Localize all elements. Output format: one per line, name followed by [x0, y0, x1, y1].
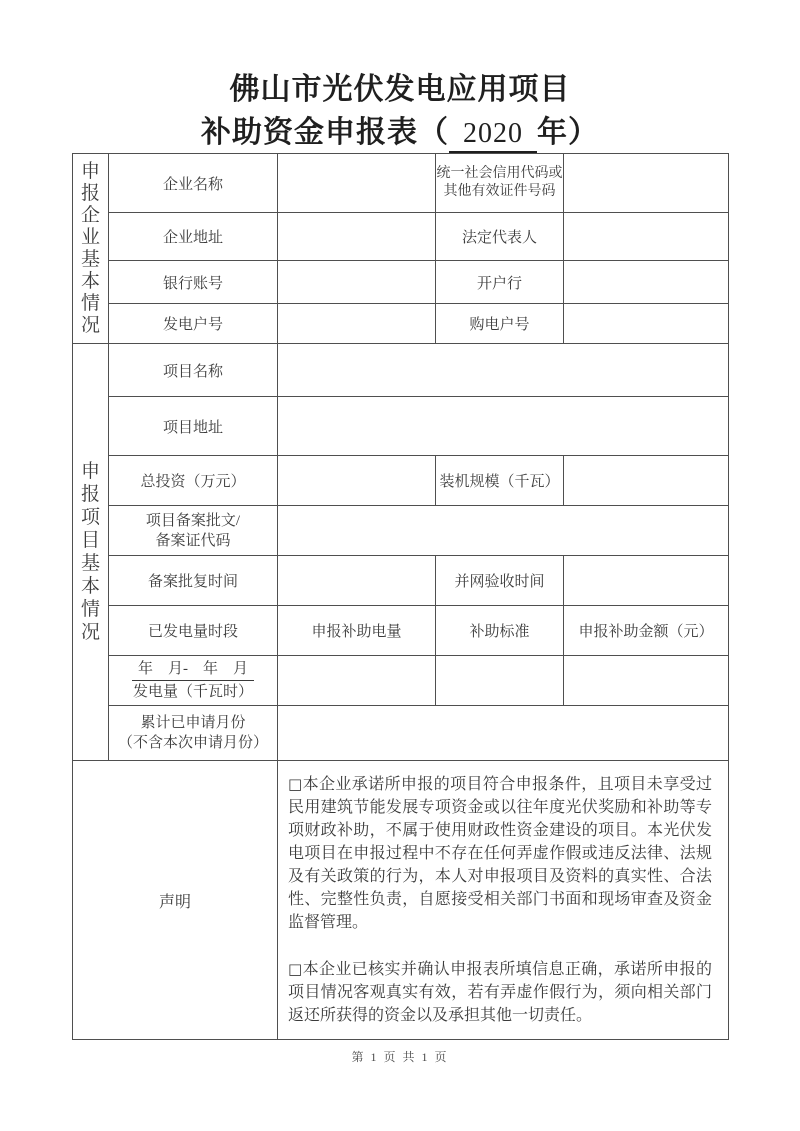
bank-account-label: 银行账号	[109, 261, 278, 304]
total-investment-label: 总投资（万元）	[109, 456, 278, 506]
power-period-label-line2: 发电量（千瓦时）	[132, 684, 253, 700]
declaration-label: 声明	[73, 761, 278, 1040]
subsidy-standard-header: 补助标准	[436, 606, 564, 656]
declaration-text-cell	[278, 761, 729, 1040]
declaration-paragraph-2	[288, 958, 712, 1027]
form-title-line2	[0, 112, 800, 154]
year-blank-field[interactable]: 2020	[449, 117, 537, 153]
section-enterprise-label-text: 申报企业基本情况	[80, 160, 100, 336]
subsidy-power-header: 申报补助电量	[278, 606, 436, 656]
total-investment-value-cell[interactable]	[278, 456, 436, 506]
section-project-vertical-label	[73, 344, 109, 761]
bank-branch-label: 开户行	[436, 261, 564, 304]
filing-document-label-line1: 项目备案批文/	[145, 512, 241, 529]
legal-representative-value-cell[interactable]	[564, 213, 729, 261]
section-project-label-text: 申报项目基本情况	[80, 461, 100, 643]
credit-code-value-cell[interactable]	[564, 154, 729, 213]
power-period-label	[109, 656, 278, 706]
company-address-label: 企业地址	[109, 213, 278, 261]
page-number-footer: 第 1 页 共 1 页	[351, 1050, 449, 1064]
subsidy-amount-header: 申报补助金额（元）	[564, 606, 729, 656]
declaration-text-1: 本企业承诺所申报的项目符合申报条件，且项目未享受过民用建筑节能发展专项资金或以往年度光伏奖励和补助等专项财政补助，不属于使用财政性资金建设的项目。本光伏发电项目在申报过程中不存在任何弄虚作假或违反法律、法规及有关政策的行为，本人对申报项目及资料的真实性、合法性、完整性负责，自愿接受相关部门书面和现场审查及资金监督管理。	[288, 776, 712, 931]
subsidy-power-value-cell[interactable]	[278, 656, 436, 706]
declaration-checkbox-2[interactable]: □	[288, 960, 303, 978]
power-period-blank[interactable]: 年 月- 年 月	[132, 659, 254, 681]
subsidy-standard-value-cell[interactable]	[436, 656, 564, 706]
filing-approval-time-value-cell[interactable]	[278, 556, 436, 606]
declaration-text-2: 本企业已核实并确认申报表所填信息正确，承诺所申报的项目情况客观真实有效，若有弄虚作假行为，须向相关部门返还所获得的资金以及承担其他一切责任。	[288, 961, 712, 1024]
subsidy-amount-value-cell[interactable]	[564, 656, 729, 706]
declaration-checkbox-1[interactable]: □	[288, 775, 303, 793]
declaration-paragraph-1	[288, 773, 712, 934]
title-line2-suffix: 年）	[537, 116, 599, 149]
company-name-value-cell[interactable]	[278, 154, 436, 213]
filing-document-label-line2: 备案证代码	[155, 532, 231, 549]
legal-representative-label: 法定代表人	[436, 213, 564, 261]
filing-approval-time-label: 备案批复时间	[109, 556, 278, 606]
title-line2-prefix: 补助资金申报表（	[201, 116, 449, 149]
company-address-value-cell[interactable]	[278, 213, 436, 261]
application-form-table	[72, 153, 729, 1040]
installed-capacity-label: 装机规模（千瓦）	[436, 456, 564, 506]
form-title	[0, 70, 800, 154]
filing-document-value-cell[interactable]	[278, 506, 729, 556]
project-name-value-cell[interactable]	[278, 344, 729, 397]
applied-months-label-line1: 累计已申请月份	[140, 715, 246, 731]
project-address-label: 项目地址	[109, 397, 278, 456]
company-name-label: 企业名称	[109, 154, 278, 213]
purchase-account-label: 购电户号	[436, 304, 564, 344]
credit-code-label-text: 统一社会信用代码或其他有效证件号码	[436, 166, 563, 199]
generation-account-value-cell[interactable]	[278, 304, 436, 344]
credit-code-label	[436, 154, 564, 213]
applied-months-label	[109, 706, 278, 761]
bank-branch-value-cell[interactable]	[564, 261, 729, 304]
purchase-account-value-cell[interactable]	[564, 304, 729, 344]
form-title-line1: 佛山市光伏发电应用项目	[229, 73, 571, 106]
applied-months-value-cell[interactable]	[278, 706, 729, 761]
bank-account-value-cell[interactable]	[278, 261, 436, 304]
grid-acceptance-time-label: 并网验收时间	[436, 556, 564, 606]
installed-capacity-value-cell[interactable]	[564, 456, 729, 506]
section-enterprise-vertical-label	[73, 154, 109, 344]
power-period-header: 已发电量时段	[109, 606, 278, 656]
filing-document-label	[109, 506, 278, 556]
grid-acceptance-time-value-cell[interactable]	[564, 556, 729, 606]
applied-months-label-line2: （不含本次申请月份）	[117, 735, 268, 751]
generation-account-label: 发电户号	[109, 304, 278, 344]
project-address-value-cell[interactable]	[278, 397, 729, 456]
project-name-label: 项目名称	[109, 344, 278, 397]
